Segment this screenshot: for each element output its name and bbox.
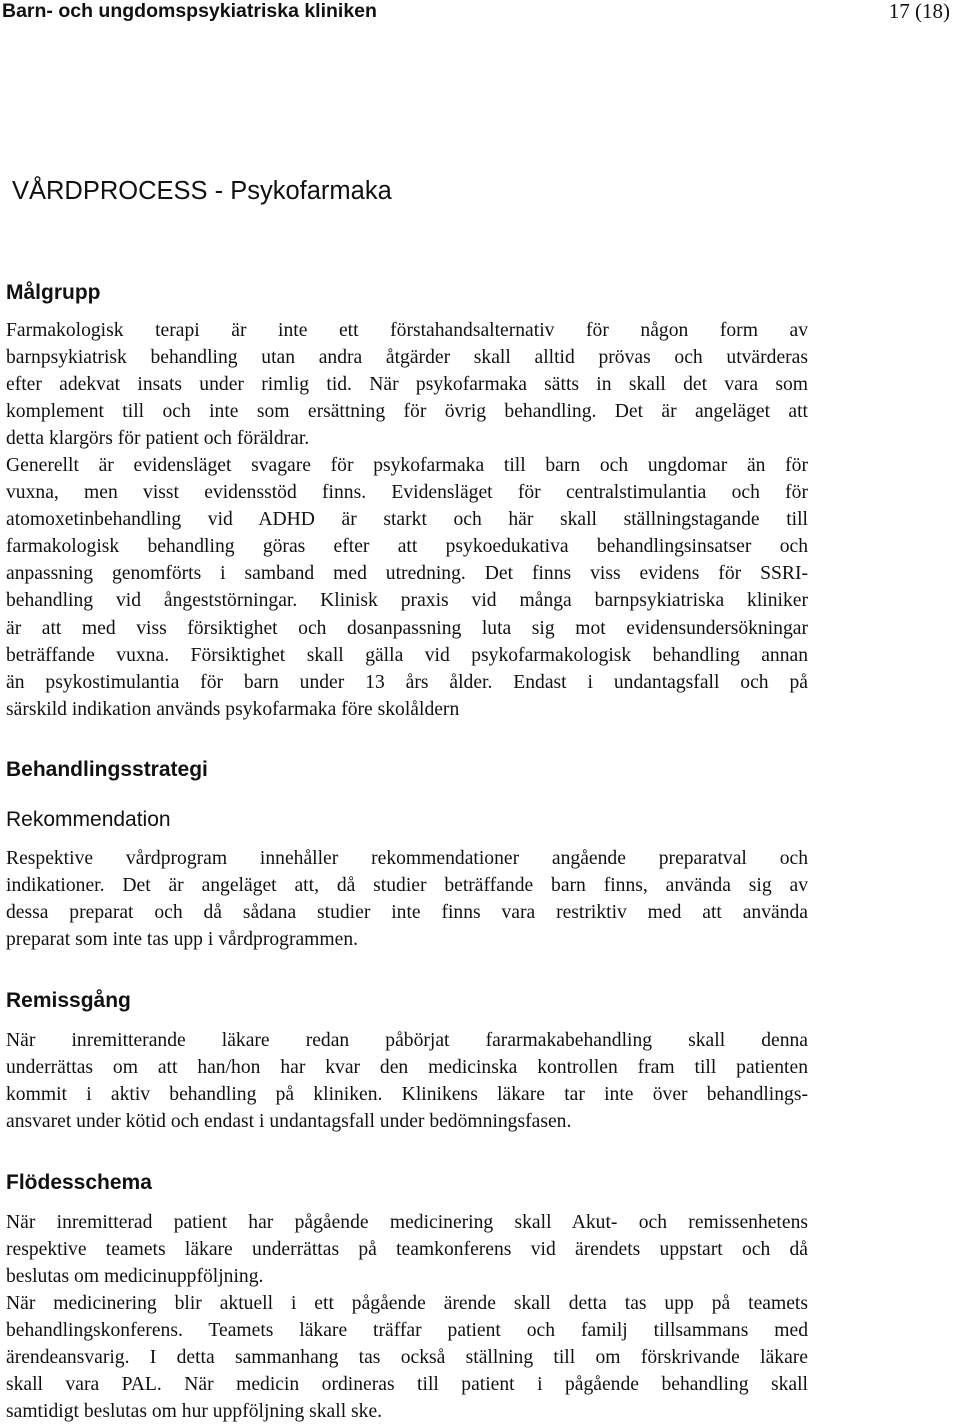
text-line: vuxna, men visst evidensstöd finns. Evidensläget för centralstimulantia och för (6, 482, 808, 504)
text-line: indikationer. Det är angeläget att, då studier beträffande barn finns, använda sig av (6, 875, 808, 897)
text-line: Generellt är evidensläget svagare för psykofarmaka till barn och ungdomar än för (6, 455, 808, 476)
text-line: än psykostimulantia för barn under 13 års ålder. Endast i undantagsfall och på (6, 671, 808, 693)
text-line: Farmakologisk terapi är inte ett förstahandsalternativ för någon form av (6, 320, 808, 341)
clinic-name: Barn- och ungdomspsykiatriska kliniken (2, 0, 377, 22)
text-line: respektive teamets läkare underrättas på teamkonferens vid ärendets uppstart och då (6, 1239, 808, 1261)
text-line: särskild indikation används psykofarmaka före skolåldern (6, 698, 460, 720)
paragraph-flodesschema-1 (6, 1209, 808, 1290)
text-line: behandlingskonferens. Teamets läkare träffar patient och familj tillsammans med (6, 1320, 808, 1342)
paragraph-remissgang (6, 1027, 808, 1135)
text-line: är att med viss försiktighet och dosanpassning luta sig mot evidensundersökningar (6, 617, 808, 639)
text-line: När medicinering blir aktuell i ett pågående ärende skall detta tas upp på teamets (6, 1293, 808, 1314)
text-line: kommit i aktiv behandling på kliniken. Klinikens läkare tar inte över behandlings- (6, 1084, 808, 1106)
heading-flodesschema: Flödesschema (6, 1171, 152, 1194)
page-number: 17 (18) (888, 0, 950, 23)
text-line: skall vara PAL. När medicin ordineras till patient i pågående behandling skall (6, 1374, 808, 1396)
text-line: barnpsykiatrisk behandling utan andra åtgärder skall alltid prövas och utvärderas (6, 347, 808, 369)
text-line: ansvaret under kötid och endast i undantagsfall under bedömningsfasen. (6, 1111, 572, 1133)
text-line: beträffande vuxna. Försiktighet skall gälla vid psykofarmakologisk behandling annan (6, 644, 808, 666)
heading-malgrupp: Målgrupp (6, 281, 101, 304)
paragraph-flodesschema-2 (6, 1290, 808, 1425)
text-line: anpassning genomförts i samband med utredning. Det finns viss evidens för SSRI- (6, 563, 808, 585)
page-title: VÅRDPROCESS - Psykofarmaka (12, 177, 392, 205)
text-line: detta klargörs för patient och föräldrar. (6, 428, 310, 450)
text-line: behandling vid ångeststörningar. Klinisk praxis vid många barnpsykiatriska kliniker (6, 590, 808, 612)
paragraph-malgrupp-1 (6, 317, 808, 452)
text-line: efter adekvat insats under rimlig tid. När psykofarmaka sätts in skall det vara som (6, 374, 808, 396)
text-line: beslutas om medicinuppföljning. (6, 1266, 264, 1288)
text-line: När inremitterande läkare redan påbörjat fararmakabehandling skall denna (6, 1030, 808, 1051)
heading-remissgang: Remissgång (6, 989, 131, 1012)
text-line: Respektive vårdprogram innehåller rekommendationer angående preparatval och (6, 848, 808, 869)
text-line: När inremitterad patient har pågående medicinering skall Akut- och remissenhetens (6, 1212, 808, 1233)
paragraph-malgrupp-2 (6, 452, 808, 723)
page-header (0, 0, 960, 26)
text-line: atomoxetinbehandling vid ADHD är starkt och här skall ställningstagande till (6, 509, 808, 531)
text-line: komplement till och inte som ersättning för övrig behandling. Det är angeläget att (6, 401, 808, 423)
text-line: dessa preparat och då sådana studier inte finns vara restriktiv med att använda (6, 902, 808, 924)
text-line: samtidigt beslutas om hur uppföljning skall ske. (6, 1401, 383, 1423)
text-line: ärendeansvarig. I detta sammanhang tas också ställning till om förskrivande läkare (6, 1347, 808, 1369)
subheading-rekommendation: Rekommendation (6, 808, 171, 831)
text-line: preparat som inte tas upp i vårdprogrammen. (6, 929, 359, 951)
text-line: farmakologisk behandling göras efter att psykoedukativa behandlingsinsatser och (6, 536, 808, 558)
paragraph-rekommendation (6, 845, 808, 953)
text-line: underrättas om att han/hon har kvar den medicinska kontrollen fram till patienten (6, 1057, 808, 1079)
heading-behandlingsstrategi: Behandlingsstrategi (6, 758, 208, 781)
